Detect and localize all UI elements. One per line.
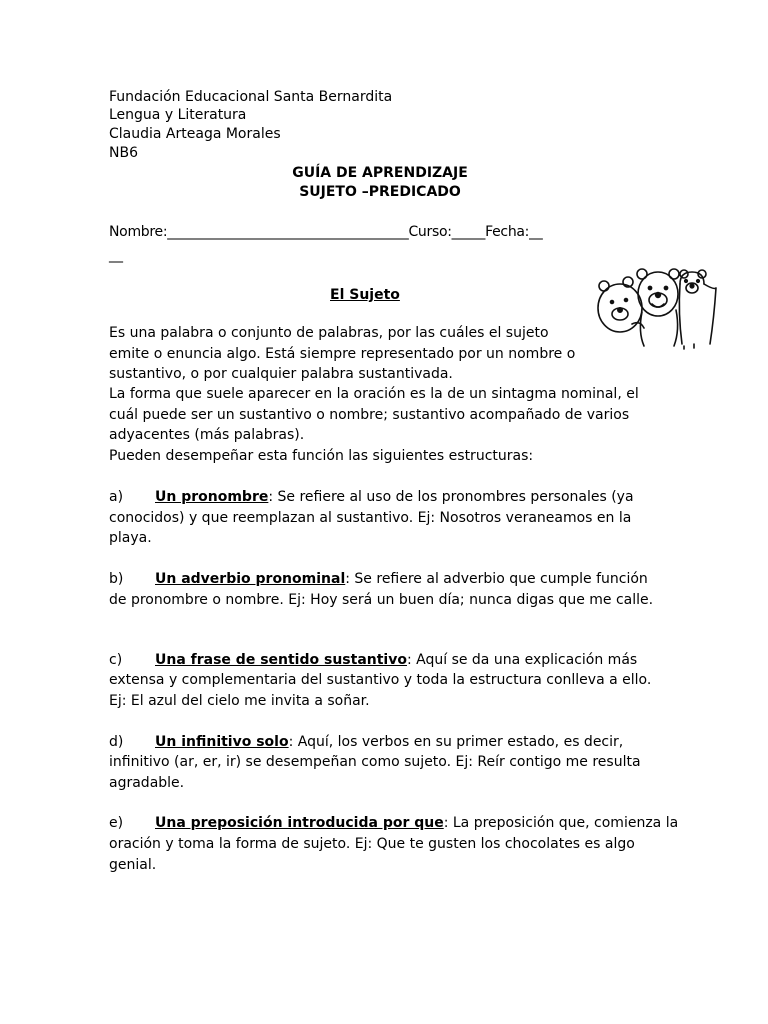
item-label: a) <box>109 489 124 505</box>
item-term: Un adverbio pronominal <box>155 571 346 587</box>
guide-subtitle: SUJETO –PREDICADO <box>299 184 461 200</box>
item-text-line: infinitivo (ar, er, ir) se desempeñan como sujeto. Ej: Reír contigo me resulta <box>109 754 641 770</box>
item-text-line: playa. <box>109 530 152 546</box>
item-text-line: agradable. <box>109 775 185 791</box>
list-item <box>109 732 623 752</box>
intro-line-3: sustantivo, o por cualquier palabra sustantivada. <box>109 366 453 382</box>
item-text: : Se refiere al uso de los pronombres personales (ya <box>268 489 634 505</box>
item-label: d) <box>109 734 124 750</box>
intro-line-7: Pueden desempeñar esta función las siguientes estructuras: <box>109 448 534 464</box>
intro-line-2: emite o enuncia algo. Está siempre representado por un nombre o <box>109 346 576 362</box>
intro-line-5: cuál puede ser un sustantivo o nombre; sustantivo acompañado de varios <box>109 407 630 423</box>
item-label: e) <box>109 815 124 831</box>
student-info-line-continued: __ <box>109 247 123 263</box>
item-text: : Aquí se da una explicación más <box>406 652 638 668</box>
bears-illustration <box>594 264 720 350</box>
list-item <box>109 650 637 670</box>
item-term: Un pronombre <box>155 489 269 505</box>
item-label: c) <box>109 652 123 668</box>
list-item <box>109 569 648 589</box>
student-info-line: Nombre:____________________________________Curso:_____Fecha:__ <box>109 224 543 240</box>
teacher-name: Claudia Arteaga Morales <box>109 126 281 142</box>
intro-line-4: La forma que suele aparecer en la oración es la de un sintagma nominal, el <box>109 386 639 402</box>
item-text: : La preposición que, comienza la <box>443 815 679 831</box>
item-text: : Aquí, los verbos en su primer estado, es decir, <box>288 734 624 750</box>
subject-name: Lengua y Literatura <box>109 107 247 123</box>
item-text: : Se refiere al adverbio que cumple función <box>345 571 648 587</box>
level-label: NB6 <box>109 145 138 161</box>
item-text-line: extensa y complementaria del sustantivo y toda la estructura conlleva a ello. <box>109 672 652 688</box>
item-text-line: oración y toma la forma de sujeto. Ej: Que te gusten los chocolates es algo <box>109 836 635 852</box>
intro-line-6: adyacentes (más palabras). <box>109 427 305 443</box>
item-label: b) <box>109 571 124 587</box>
list-item <box>109 487 634 507</box>
item-term: Una frase de sentido sustantivo <box>155 652 407 668</box>
list-item <box>109 813 678 833</box>
section-title: El Sujeto <box>330 287 400 303</box>
item-term: Un infinitivo solo <box>155 734 289 750</box>
guide-title: GUÍA DE APRENDIZAJE <box>292 165 468 181</box>
item-text-line: conocidos) y que reemplazan al sustantivo. Ej: Nosotros veraneamos en la <box>109 510 632 526</box>
item-term: Una preposición introducida por que <box>155 815 444 831</box>
intro-line-1: Es una palabra o conjunto de palabras, por las cuáles el sujeto <box>109 325 549 341</box>
item-text-line: genial. <box>109 857 157 873</box>
school-name: Fundación Educacional Santa Bernardita <box>109 89 393 105</box>
item-text-line: de pronombre o nombre. Ej: Hoy será un buen día; nunca digas que me calle. <box>109 592 654 608</box>
item-text-line: Ej: El azul del cielo me invita a soñar. <box>109 693 370 709</box>
